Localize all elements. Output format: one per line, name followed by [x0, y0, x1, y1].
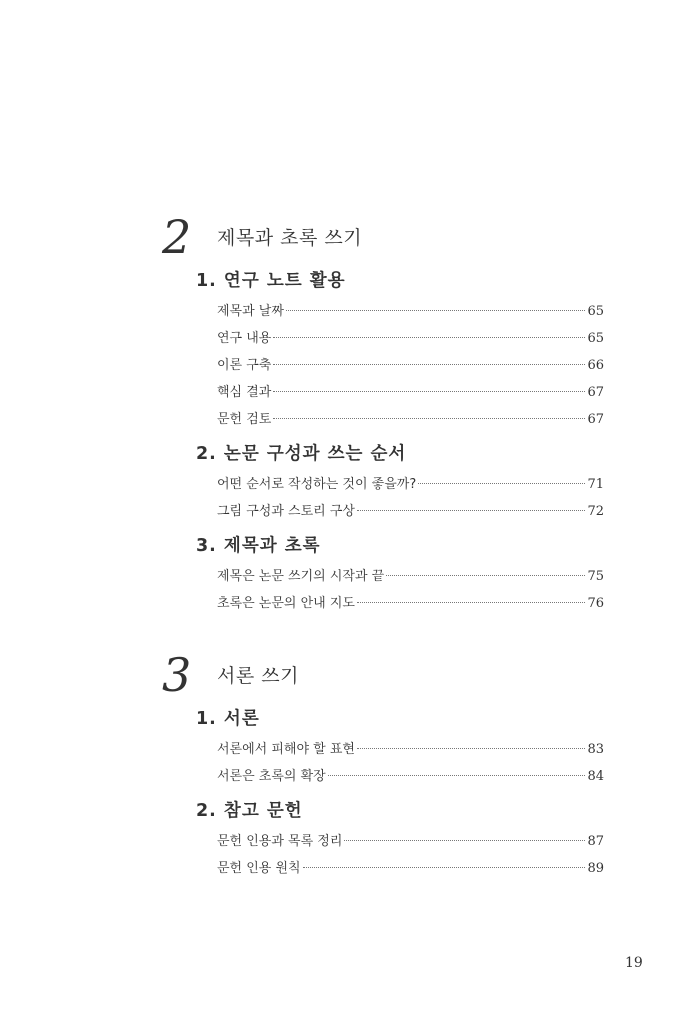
entry-label: 초록은 논문의 안내 지도: [217, 596, 355, 611]
dot-leader: [418, 483, 585, 484]
toc-entry[interactable]: [217, 498, 604, 525]
page-number: 19: [625, 955, 643, 971]
dot-leader: [357, 510, 585, 511]
dot-leader: [273, 391, 585, 392]
chapter-title: 서론 쓰기: [217, 665, 299, 687]
chapter-3: [0, 648, 696, 882]
chapter-number: 2: [162, 210, 192, 264]
entry-label: 제목은 논문 쓰기의 시작과 끝: [217, 569, 385, 584]
toc-entry[interactable]: [217, 828, 604, 855]
section-title: 1. 연구 노트 활용: [196, 271, 346, 291]
chapter-2: [0, 210, 696, 617]
toc-entry[interactable]: [217, 325, 604, 352]
toc-entry[interactable]: [217, 471, 604, 498]
toc-entry[interactable]: [217, 736, 604, 763]
toc-entry[interactable]: [217, 379, 604, 406]
chapter-heading: [0, 210, 696, 264]
entry-label: 제목과 날짜: [217, 304, 284, 319]
entry-page: 71: [587, 477, 604, 492]
entry-label: 문헌 검토: [217, 412, 272, 427]
entry-page: 65: [587, 304, 604, 319]
toc-section: [196, 443, 696, 525]
toc-entry[interactable]: [217, 406, 604, 433]
entry-page: 89: [587, 861, 604, 876]
chapter-title: 제목과 초록 쓰기: [217, 227, 363, 249]
entry-label: 서론은 초록의 확장: [217, 769, 326, 784]
toc-entry[interactable]: [217, 298, 604, 325]
entry-page: 67: [587, 412, 604, 427]
toc-section: [196, 800, 696, 882]
dot-leader: [286, 310, 586, 311]
dot-leader: [273, 337, 585, 338]
entry-page: 66: [587, 358, 604, 373]
chapter-heading: [0, 648, 696, 702]
section-title: 2. 참고 문헌: [196, 801, 303, 821]
dot-leader: [386, 575, 585, 576]
toc-entry[interactable]: [217, 763, 604, 790]
entry-page: 72: [587, 504, 604, 519]
entry-page: 76: [587, 596, 604, 611]
entry-label: 문헌 인용 원칙: [217, 861, 301, 876]
section-title: 2. 논문 구성과 쓰는 순서: [196, 444, 407, 464]
toc-entry[interactable]: [217, 590, 604, 617]
dot-leader: [357, 602, 585, 603]
dot-leader: [357, 748, 585, 749]
chapter-number: 3: [162, 648, 192, 702]
entry-label: 어떤 순서로 작성하는 것이 좋을까?: [217, 477, 417, 492]
section-title: 1. 서론: [196, 709, 260, 729]
toc-section: [196, 708, 696, 790]
toc-section: [196, 270, 696, 433]
dot-leader: [273, 364, 585, 365]
toc-entry[interactable]: [217, 352, 604, 379]
entry-label: 서론에서 피해야 할 표현: [217, 742, 355, 757]
entry-label: 문헌 인용과 목록 정리: [217, 834, 343, 849]
dot-leader: [328, 775, 586, 776]
dot-leader: [344, 840, 585, 841]
toc-section: [196, 535, 696, 617]
entry-label: 핵심 결과: [217, 385, 272, 400]
entry-page: 65: [587, 331, 604, 346]
toc-entry[interactable]: [217, 563, 604, 590]
entry-label: 이론 구축: [217, 358, 272, 373]
entry-page: 67: [587, 385, 604, 400]
dot-leader: [303, 867, 586, 868]
section-title: 3. 제목과 초록: [196, 536, 321, 556]
entry-page: 87: [587, 834, 604, 849]
entry-label: 연구 내용: [217, 331, 272, 346]
entry-page: 75: [587, 569, 604, 584]
dot-leader: [273, 418, 585, 419]
entry-page: 84: [587, 769, 604, 784]
toc-entry[interactable]: [217, 855, 604, 882]
entry-page: 83: [587, 742, 604, 757]
entry-label: 그림 구성과 스토리 구상: [217, 504, 355, 519]
